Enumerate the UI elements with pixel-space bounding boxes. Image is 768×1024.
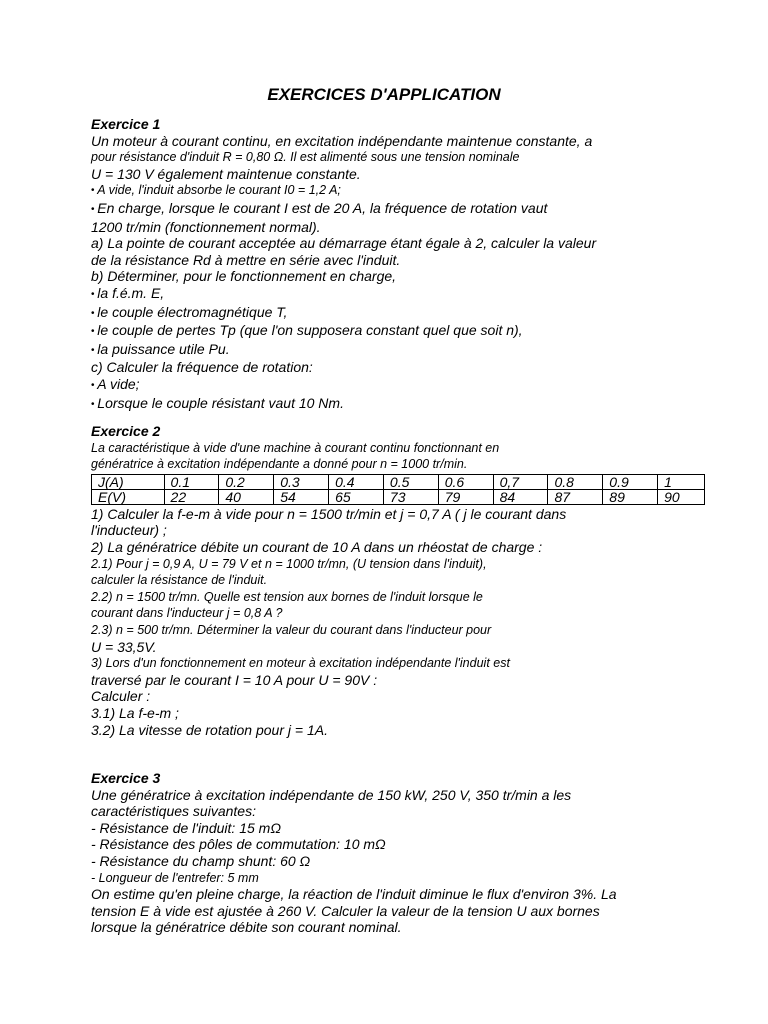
text-line: b) Déterminer, pour le fonctionnement en charge, [91,268,397,285]
table-cell: 0.1 [164,474,219,489]
text-line: La caractéristique à vide d'une machine à courant continu fonctionnant en [91,440,500,455]
text-line: - Résistance de l'induit: 15 mΩ [91,819,281,836]
table-cell: 0.3 [274,474,329,489]
text-line: 2.1) Pour j = 0,9 A, U = 79 V et n = 1000 tr/mn, (U tension dans l'induit), [91,556,487,571]
table-cell: J(A) [92,474,165,489]
table-cell: 0.5 [383,474,438,489]
table-row-e [92,489,705,504]
text-line: - Longueur de l'entrefer: 5 mm [91,870,259,885]
text-line: 2.3) n = 500 tr/mn. Déterminer la valeur du courant dans l'inducteur pour [91,622,492,637]
text-line: Une génératrice à excitation indépendante de 150 kW, 250 V, 350 tr/min a les [91,786,572,803]
text-line: Calculer : [91,688,151,705]
text-line: 2) La génératrice débite un courant de 10 A dans un rhéostat de charge : [91,538,543,555]
bullet-item: • A vide, l'induit absorbe le courant I0 = 1,2 A; [91,182,711,200]
text-line: - Résistance du champ shunt: 60 Ω [91,852,311,869]
text-line: traversé par le courant I = 10 A pour U = 90V : [91,671,378,688]
table-cell: 84 [493,489,548,504]
exercise-2 [91,423,711,738]
page-title: EXERCICES D'APPLICATION [267,85,501,104]
table-cell: E(V) [92,489,165,504]
text-line: a) La pointe de courant acceptée au démarrage étant égale à 2, calculer la valeur [91,235,597,252]
table-row-j [92,474,705,489]
table-cell: 0.6 [438,474,493,489]
bullet-item: • la puissance utile Pu. [91,341,711,360]
exercise-3-heading: Exercice 3 [91,770,161,786]
text-line: l'inducteur) ; [91,522,167,539]
table-cell: 0,7 [493,474,548,489]
text-line: pour résistance d'induit R = 0,80 Ω. Il est alimenté sous une tension nominale [91,150,520,165]
exercise-1 [91,116,711,413]
text-line: 3.2) La vitesse de rotation pour j = 1A. [91,721,328,738]
bullet-item: • A vide; [91,376,711,395]
text-line: Un moteur à courant continu, en excitation indépendante maintenue constante, a [91,132,593,149]
exercise-2-heading: Exercice 2 [91,423,161,439]
table-cell: 22 [164,489,219,504]
text-line: On estime qu'en pleine charge, la réaction de l'induit diminue le flux d'environ 3%. La [91,886,617,903]
text-line: 1200 tr/min (fonctionnement normal). [91,218,321,235]
text-line: caractéristiques suivantes: [91,803,256,820]
text-line: 3.1) La f-e-m ; [91,704,179,721]
bullet-item: • la f.é.m. E, [91,285,711,304]
table-cell: 1 [658,474,705,489]
table-cell: 65 [329,489,384,504]
exercise-3 [91,770,711,936]
table-cell: 0.9 [603,474,658,489]
table-cell: 0.4 [329,474,384,489]
table-cell: 79 [438,489,493,504]
text-line: génératrice à excitation indépendante a donné pour n = 1000 tr/min. [91,457,468,472]
table-cell: 0.8 [548,474,603,489]
text-line: - Résistance des pôles de commutation: 10 mΩ [91,836,386,853]
table-cell: 54 [274,489,329,504]
text-line: 3) Lors d'un fonctionnement en moteur à excitation indépendante l'induit est [91,656,510,671]
bullet-item: • En charge, lorsque le courant I est de 20 A, la fréquence de rotation vaut [91,200,711,219]
text-line: de la résistance Rd à mettre en série avec l'induit. [91,251,401,268]
table-cell: 40 [219,489,274,504]
bullet-item: • Lorsque le couple résistant vaut 10 Nm. [91,395,711,414]
text-line: calculer la résistance de l'induit. [91,573,268,588]
text-line: 1) Calculer la f-e-m à vide pour n = 1500 tr/min et j = 0,7 A ( j le courant dans [91,505,567,522]
text-line: lorsque la génératrice débite son courant nominal. [91,919,402,936]
characteristic-table [91,474,705,505]
bullet-item: • le couple électromagnétique T, [91,304,711,323]
table-cell: 89 [603,489,658,504]
text-line: c) Calculer la fréquence de rotation: [91,359,313,376]
text-line: tension E à vide est ajustée à 260 V. Calculer la valeur de la tension U aux bornes [91,902,600,919]
table-cell: 87 [548,489,603,504]
text-line: 2.2) n = 1500 tr/mn. Quelle est tension aux bornes de l'induit lorsque le [91,589,483,604]
table-cell: 90 [658,489,705,504]
bullet-item: • le couple de pertes Tp (que l'on supposera constant quel que soit n), [91,322,711,341]
text-line: courant dans l'inducteur j = 0,8 A ? [91,606,283,621]
table-cell: 73 [383,489,438,504]
exercise-1-heading: Exercice 1 [91,116,161,132]
table-cell: 0.2 [219,474,274,489]
text-line: U = 33,5V. [91,638,157,655]
text-line: U = 130 V également maintenue constante. [91,165,361,182]
